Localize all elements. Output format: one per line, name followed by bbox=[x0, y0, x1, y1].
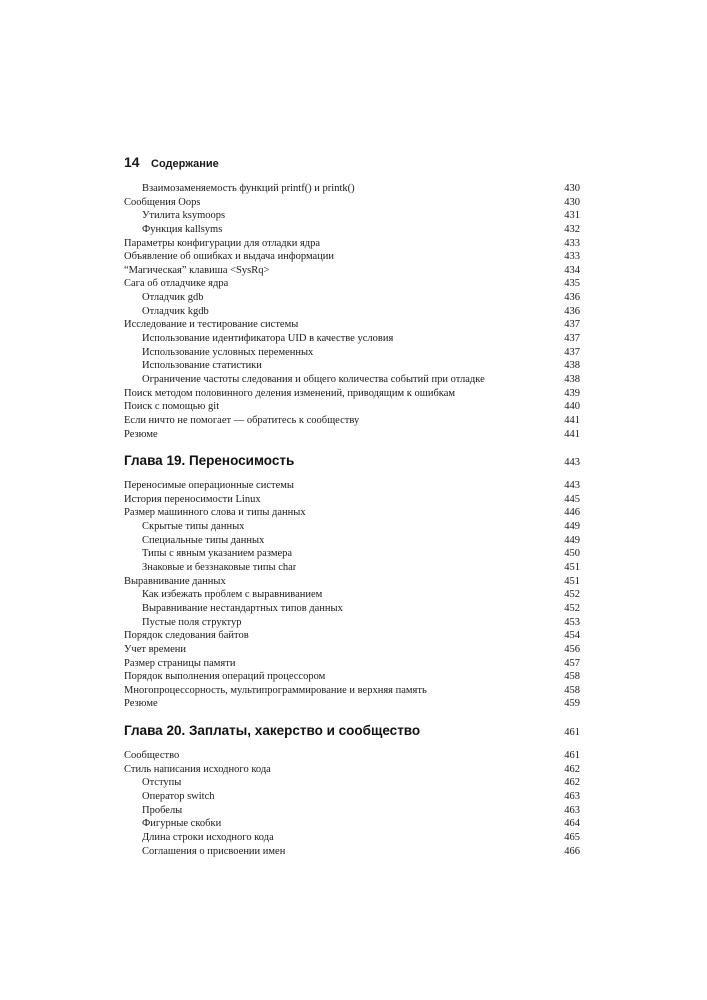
entry-title: Утилита ksymoops bbox=[142, 210, 226, 222]
toc-entry[interactable] bbox=[124, 684, 580, 698]
entry-page-number: 436 bbox=[564, 305, 580, 317]
entry-title: Использование статистики bbox=[142, 360, 262, 372]
toc-entry[interactable] bbox=[124, 629, 580, 643]
toc-subentry[interactable] bbox=[124, 616, 580, 630]
entry-page-number: 459 bbox=[564, 698, 580, 710]
entry-page-number: 431 bbox=[564, 210, 580, 222]
entry-page-number: 439 bbox=[564, 387, 580, 399]
entry-title: Сага об отладчике ядра bbox=[124, 278, 229, 290]
entry-title: Фигурные скобки bbox=[142, 818, 222, 830]
entry-page-number: 451 bbox=[564, 575, 580, 587]
entry-page-number: 430 bbox=[564, 183, 580, 194]
chapter-title: Глава 19. Переносимость bbox=[124, 453, 295, 469]
toc-entry[interactable] bbox=[124, 575, 580, 589]
toc-subentry[interactable] bbox=[124, 547, 580, 561]
chapter-page-number: 461 bbox=[564, 727, 580, 739]
toc-entry[interactable] bbox=[124, 657, 580, 671]
toc-subentry[interactable] bbox=[124, 182, 580, 196]
entry-page-number: 435 bbox=[564, 278, 580, 290]
entry-title: Поиск с помощью git bbox=[124, 401, 220, 413]
entry-title: Скрытые типы данных bbox=[142, 521, 245, 533]
toc-subentry[interactable] bbox=[124, 561, 580, 575]
entry-page-number: 463 bbox=[564, 790, 580, 802]
entry-title: Учет времени bbox=[124, 643, 187, 655]
table-of-contents bbox=[124, 182, 580, 858]
toc-entry[interactable] bbox=[124, 387, 580, 401]
entry-title: Типы с явным указанием размера bbox=[142, 548, 293, 560]
entry-title: Взаимозаменяемость функций printf() и printk() bbox=[142, 183, 355, 194]
entry-page-number: 440 bbox=[564, 401, 580, 413]
entry-title: Соглашения о присвоении имен bbox=[142, 845, 286, 857]
entry-page-number: 462 bbox=[564, 763, 580, 775]
entry-title: “Магическая” клавиша <SysRq> bbox=[124, 264, 270, 276]
toc-entry[interactable] bbox=[124, 400, 580, 414]
toc-subentry[interactable] bbox=[124, 291, 580, 305]
entry-page-number: 464 bbox=[564, 818, 580, 830]
running-title: Содержание bbox=[151, 158, 219, 170]
toc-subentry[interactable] bbox=[124, 359, 580, 373]
entry-title: Размер страницы памяти bbox=[124, 657, 236, 669]
entry-page-number: 443 bbox=[564, 480, 580, 492]
toc-entry[interactable] bbox=[124, 196, 580, 210]
entry-title: Выравнивание данных bbox=[124, 575, 226, 587]
entry-title: Многопроцессорность, мультипрограммирование и верхняя память bbox=[124, 684, 427, 696]
toc-entry[interactable] bbox=[124, 643, 580, 657]
entry-title: Пробелы bbox=[142, 804, 183, 816]
entry-title: Исследование и тестирование системы bbox=[124, 319, 299, 331]
entry-page-number: 462 bbox=[564, 777, 580, 789]
toc-subentry[interactable] bbox=[124, 588, 580, 602]
entry-page-number: 445 bbox=[564, 493, 580, 505]
toc-entry[interactable] bbox=[124, 479, 580, 493]
toc-subentry[interactable] bbox=[124, 373, 580, 387]
entry-page-number: 463 bbox=[564, 804, 580, 816]
toc-subentry[interactable] bbox=[124, 520, 580, 534]
toc-entry[interactable] bbox=[124, 277, 580, 291]
entry-title: Объявление об ошибках и выдача информации bbox=[124, 251, 335, 263]
toc-subentry[interactable] bbox=[124, 534, 580, 548]
entry-page-number: 434 bbox=[564, 264, 580, 276]
entry-page-number: 454 bbox=[564, 630, 580, 642]
toc-subentry[interactable] bbox=[124, 332, 580, 346]
toc-subentry[interactable] bbox=[124, 790, 580, 804]
toc-entry[interactable] bbox=[124, 749, 580, 763]
entry-page-number: 449 bbox=[564, 521, 580, 533]
toc-entry[interactable] bbox=[124, 428, 580, 442]
page-header bbox=[124, 154, 584, 174]
entry-title: Порядок следования байтов bbox=[124, 630, 249, 642]
page-number: 14 bbox=[124, 154, 140, 170]
entry-page-number: 438 bbox=[564, 360, 580, 372]
entry-title: Использование идентификатора UID в качестве условия bbox=[142, 333, 394, 345]
toc-subentry[interactable] bbox=[124, 346, 580, 360]
toc-subentry[interactable] bbox=[124, 776, 580, 790]
entry-page-number: 450 bbox=[564, 548, 580, 560]
toc-entry[interactable] bbox=[124, 493, 580, 507]
entry-title: Ограничение частоты следования и общего количества событий при отладке bbox=[142, 373, 485, 385]
toc-entry[interactable] bbox=[124, 414, 580, 428]
chapter-heading[interactable] bbox=[124, 711, 580, 745]
entry-title: История переносимости Linux bbox=[124, 493, 261, 505]
entry-title: Сообщения Oops bbox=[124, 196, 201, 208]
entry-title: Отладчик kgdb bbox=[142, 305, 209, 317]
entry-page-number: 446 bbox=[564, 507, 580, 519]
entry-title: Использование условных переменных bbox=[142, 346, 314, 358]
toc-subentry[interactable] bbox=[124, 831, 580, 845]
entry-page-number: 449 bbox=[564, 534, 580, 546]
toc-subentry[interactable] bbox=[124, 845, 580, 859]
toc-entry[interactable] bbox=[124, 670, 580, 684]
toc-entry[interactable] bbox=[124, 250, 580, 264]
entry-page-number: 456 bbox=[564, 643, 580, 655]
entry-page-number: 433 bbox=[564, 251, 580, 263]
chapter-title: Глава 20. Заплаты, хакерство и сообщество bbox=[124, 723, 421, 739]
entry-title: Специальные типы данных bbox=[142, 534, 265, 546]
entry-page-number: 436 bbox=[564, 292, 580, 304]
entry-page-number: 452 bbox=[564, 602, 580, 614]
entry-page-number: 452 bbox=[564, 589, 580, 601]
entry-page-number: 437 bbox=[564, 346, 580, 358]
entry-title: Параметры конфигурации для отладки ядра bbox=[124, 237, 321, 249]
entry-title: Знаковые и беззнаковые типы char bbox=[142, 562, 297, 574]
entry-title: Сообщество bbox=[124, 750, 180, 762]
chapter-page-number: 443 bbox=[564, 457, 580, 469]
entry-title: Поиск методом половинного деления изменений, приводящим к ошибкам bbox=[124, 387, 456, 399]
entry-title: Пустые поля структур bbox=[142, 616, 242, 628]
entry-title: Оператор switch bbox=[142, 790, 215, 802]
entry-page-number: 437 bbox=[564, 319, 580, 331]
entry-title: Стиль написания исходного кода bbox=[124, 763, 271, 775]
toc-entry[interactable] bbox=[124, 264, 580, 278]
entry-page-number: 461 bbox=[564, 750, 580, 762]
toc-subentry[interactable] bbox=[124, 223, 580, 237]
entry-title: Резюме bbox=[124, 428, 158, 440]
entry-page-number: 453 bbox=[564, 616, 580, 628]
entry-page-number: 457 bbox=[564, 657, 580, 669]
entry-page-number: 466 bbox=[564, 845, 580, 857]
entry-page-number: 441 bbox=[564, 414, 580, 426]
chapter-heading[interactable] bbox=[124, 441, 580, 475]
entry-title: Как избежать проблем с выравниванием bbox=[142, 589, 323, 601]
entry-page-number: 432 bbox=[564, 223, 580, 235]
entry-page-number: 437 bbox=[564, 333, 580, 345]
entry-title: Выравнивание нестандартных типов данных bbox=[142, 602, 343, 614]
entry-page-number: 458 bbox=[564, 684, 580, 696]
toc-subentry[interactable] bbox=[124, 602, 580, 616]
toc-subentry[interactable] bbox=[124, 817, 580, 831]
toc-entry[interactable] bbox=[124, 506, 580, 520]
entry-page-number: 430 bbox=[564, 196, 580, 208]
entry-title: Длина строки исходного кода bbox=[142, 831, 274, 843]
entry-title: Порядок выполнения операций процессором bbox=[124, 671, 326, 683]
entry-page-number: 458 bbox=[564, 671, 580, 683]
toc-entry[interactable] bbox=[124, 697, 580, 711]
toc-entry[interactable] bbox=[124, 237, 580, 251]
entry-title: Переносимые операционные системы bbox=[124, 480, 294, 492]
toc-entry[interactable] bbox=[124, 763, 580, 777]
entry-title: Если ничто не помогает — обратитесь к сообществу bbox=[124, 414, 360, 426]
toc-subentry[interactable] bbox=[124, 804, 580, 818]
entry-title: Функция kallsyms bbox=[142, 223, 223, 235]
entry-title: Размер машинного слова и типы данных bbox=[124, 507, 306, 519]
entry-page-number: 465 bbox=[564, 831, 580, 843]
toc-subentry[interactable] bbox=[124, 305, 580, 319]
entry-page-number: 451 bbox=[564, 562, 580, 574]
entry-title: Отладчик gdb bbox=[142, 292, 204, 304]
entry-page-number: 441 bbox=[564, 428, 580, 440]
entry-page-number: 433 bbox=[564, 237, 580, 249]
entry-title: Отступы bbox=[142, 777, 182, 789]
entry-page-number: 438 bbox=[564, 373, 580, 385]
entry-title: Резюме bbox=[124, 698, 158, 710]
toc-subentry[interactable] bbox=[124, 209, 580, 223]
toc-entry[interactable] bbox=[124, 318, 580, 332]
